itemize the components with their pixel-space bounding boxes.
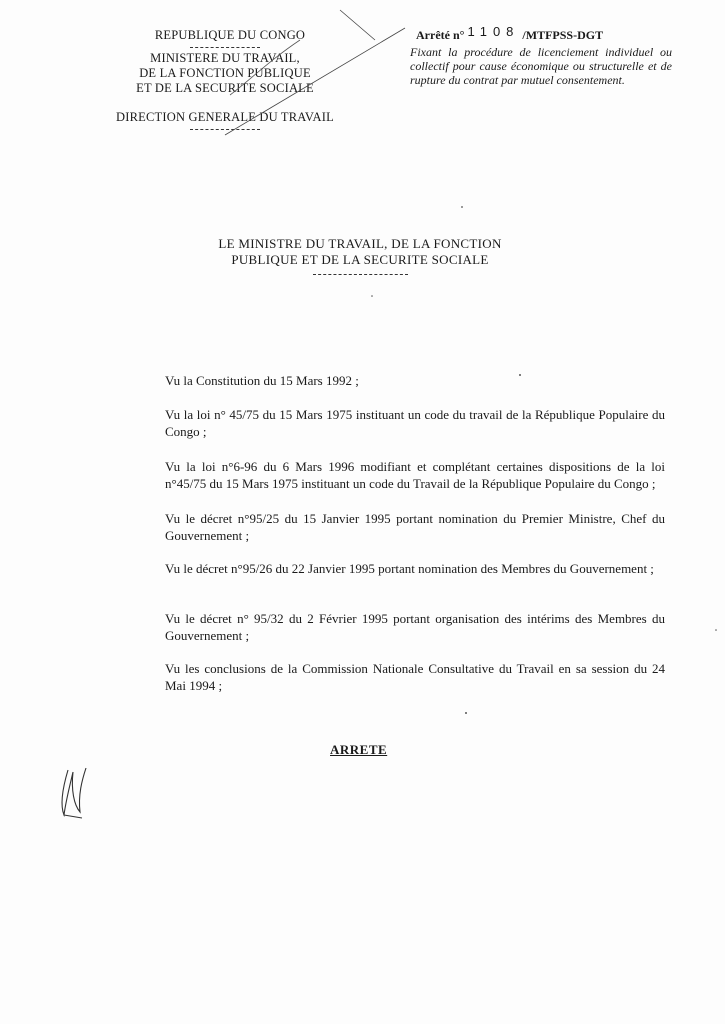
visa-paragraph	[75, 660, 665, 694]
issuing-authority-block	[60, 28, 390, 133]
scan-speck	[465, 712, 467, 714]
visa-text: Vu la Constitution du 15 Mars 1992 ;	[165, 373, 359, 388]
divider	[190, 129, 260, 130]
visa-text: Vu les conclusions de la Commission Nationale Consultative du Travail en sa session du 24 Mai 1994 ;	[165, 661, 665, 693]
minister-title-line-1: LE MINISTRE DU TRAVAIL, DE LA FONCTION	[218, 236, 502, 251]
divider	[313, 274, 408, 275]
minister-title-line-2: PUBLIQUE ET DE LA SECURITE SOCIALE	[231, 252, 489, 267]
visa-text: Vu le décret n°95/26 du 22 Janvier 1995 portant nomination des Membres du Gouvernement ;	[165, 561, 654, 576]
visa-text: Vu la loi n°6-96 du 6 Mars 1996 modifiant et complétant certaines dispositions de la loi n°45/75 du 15 Mars 1975 instituant un code du Travail de la République Populaire du Congo ;	[165, 459, 665, 491]
visa-paragraph	[75, 610, 665, 644]
visa-text: Vu la loi n° 45/75 du 15 Mars 1975 instituant un code du travail de la République Populaire du Congo ;	[165, 407, 665, 439]
minister-title	[150, 236, 570, 278]
visa-paragraph	[75, 510, 665, 544]
divider	[190, 47, 260, 48]
ministry-line-3: ET DE LA SECURITE SOCIALE	[136, 81, 314, 95]
visa-paragraph	[75, 458, 665, 492]
decree-suffix: /MTFPSS-DGT	[522, 28, 604, 42]
visa-paragraph	[75, 406, 665, 440]
decree-label: Arrêté n°	[416, 28, 465, 42]
ministry-line-2: DE LA FONCTION PUBLIQUE	[139, 66, 311, 80]
visa-text: Vu le décret n°95/25 du 15 Janvier 1995 portant nomination du Premier Ministre, Chef du Gouvernement ;	[165, 511, 665, 543]
decree-number	[416, 24, 672, 42]
decree-handwritten-number: 1108	[467, 24, 520, 39]
scan-speck	[715, 629, 717, 631]
scan-speck	[371, 295, 373, 297]
direction-name: DIRECTION GENERALE DU TRAVAIL	[116, 110, 334, 124]
scan-speck	[461, 206, 463, 208]
country-name: REPUBLIQUE DU CONGO	[154, 28, 306, 42]
visa-paragraph	[75, 372, 665, 389]
decree-reference-block	[410, 24, 672, 87]
visa-text: Vu le décret n° 95/32 du 2 Février 1995 portant organisation des intérims des Membres du Gouvernement ;	[165, 611, 665, 643]
decree-heading: ARRETE	[330, 742, 388, 757]
initials-mark	[62, 768, 86, 818]
visa-paragraph	[75, 560, 665, 577]
decree-subject: Fixant la procédure de licenciement individuel ou collectif pour cause économique ou structurelle et de rupture du contrat par mutuel consentement.	[410, 45, 672, 87]
ministry-line-1: MINISTERE DU TRAVAIL,	[150, 51, 300, 65]
